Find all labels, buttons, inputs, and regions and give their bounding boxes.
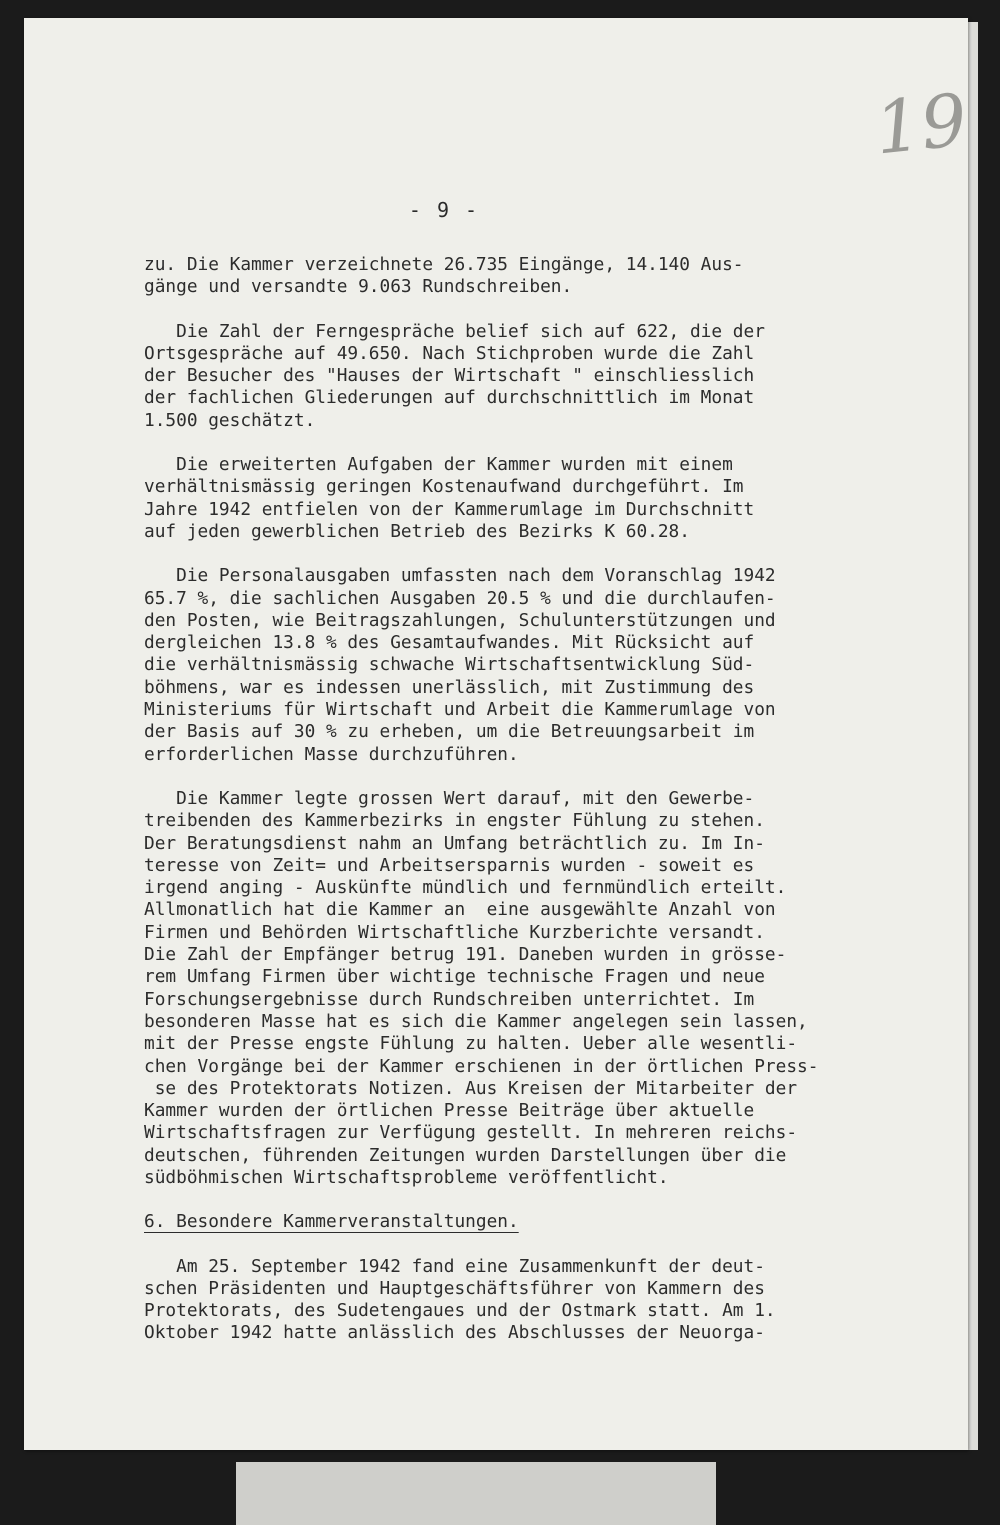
paragraph-2 — [144, 321, 924, 432]
text-line: den Posten, wie Beitragszahlungen, Schulunterstützungen und — [144, 609, 776, 631]
text-line: Oktober 1942 hatte anlässlich des Abschlusses der Neuorga- — [144, 1322, 765, 1344]
text-line: zu. Die Kammer verzeichnete 26.735 Eingänge, 14.140 Aus- — [144, 254, 744, 275]
text-line: gänge und versandte 9.063 Rundschreiben. — [144, 276, 573, 298]
text-line: die verhältnismässig schwache Wirtschaftsentwicklung Süd- — [144, 654, 755, 676]
paragraph-4 — [144, 565, 924, 766]
text-line: Protektorats, des Sudetengaues und der Ostmark statt. Am 1. — [144, 1300, 776, 1322]
text-line: der Besucher des "Hauses der Wirtschaft " einschliesslich — [144, 365, 755, 387]
text-line: verhältnismässig geringen Kostenaufwand durchgeführt. Im — [144, 476, 744, 498]
section-heading: 6. Besondere Kammerveranstaltungen. — [144, 1211, 519, 1233]
document-page — [24, 18, 971, 1450]
text-line: 65.7 %, die sachlichen Ausgaben 20.5 % und die durchlaufen- — [144, 587, 776, 609]
text-line: Die Zahl der Ferngespräche belief sich auf 622, die der — [144, 320, 765, 342]
text-line: rem Umfang Firmen über wichtige technische Fragen und neue — [144, 966, 765, 988]
text-line: böhmens, war es indessen unerlässlich, mit Zustimmung des — [144, 676, 755, 698]
text-line: deutschen, führenden Zeitungen wurden Darstellungen über die — [144, 1144, 787, 1166]
text-line: erforderlichen Masse durchzuführen. — [144, 743, 519, 765]
text-line: südböhmischen Wirtschaftsprobleme veröffentlicht. — [144, 1166, 669, 1188]
text-line: der fachlichen Gliederungen auf durchschnittlich im Monat — [144, 387, 755, 409]
text-line: Ministeriums für Wirtschaft und Arbeit die Kammerumlage von — [144, 699, 776, 721]
text-line: chen Vorgänge bei der Kammer erschienen in der örtlichen Press- — [144, 1055, 819, 1077]
text-line: irgend anging - Auskünfte mündlich und fernmündlich erteilt. — [144, 877, 787, 899]
text-line: Forschungsergebnisse durch Rundschreiben unterrichtet. Im — [144, 988, 755, 1010]
text-line: dergleichen 13.8 % des Gesamtaufwandes. Mit Rücksicht auf — [144, 632, 755, 654]
text-line: Jahre 1942 entfielen von der Kammerumlage im Durchschnitt — [144, 498, 755, 520]
text-line: Am 25. September 1942 fand eine Zusammenkunft der deut- — [144, 1255, 765, 1277]
text-line: auf jeden gewerblichen Betrieb des Bezirks K 60.28. — [144, 520, 690, 542]
text-line: Allmonatlich hat die Kammer an eine ausgewählte Anzahl von — [144, 899, 776, 921]
paragraph-1 — [144, 254, 924, 299]
paragraph-5 — [144, 788, 924, 1189]
text-line: Die Kammer legte grossen Wert darauf, mit den Gewerbe- — [144, 787, 755, 809]
text-line: Die Zahl der Empfänger betrug 191. Daneben wurden in grösse- — [144, 944, 787, 966]
text-line: Ortsgespräche auf 49.650. Nach Stichproben wurde die Zahl — [144, 342, 755, 364]
text-line: mit der Presse engste Fühlung zu halten. Ueber alle wesentli- — [144, 1033, 798, 1055]
text-line: Kammer wurden der örtlichen Presse Beiträge über aktuelle — [144, 1100, 755, 1122]
text-line: treibenden des Kammerbezirks in engster Fühlung zu stehen. — [144, 810, 765, 832]
text-line: Die Personalausgaben umfassten nach dem Voranschlag 1942 — [144, 565, 776, 587]
paragraph-3 — [144, 454, 924, 543]
text-line: Wirtschaftsfragen zur Verfügung gestellt. In mehreren reichs- — [144, 1122, 798, 1144]
paragraph-6 — [144, 1256, 924, 1345]
text-line: Firmen und Behörden Wirtschaftliche Kurzberichte versandt. — [144, 921, 765, 943]
text-line: Der Beratungsdienst nahm an Umfang beträchtlich zu. Im In- — [144, 832, 765, 854]
document-body — [144, 254, 924, 1367]
next-page-edge — [236, 1462, 716, 1525]
text-line: se des Protektorats Notizen. Aus Kreisen der Mitarbeiter der — [144, 1077, 798, 1099]
text-line: besonderen Masse hat es sich die Kammer angelegen sein lassen, — [144, 1010, 808, 1032]
text-line: teresse von Zeit= und Arbeitsersparnis wurden - soweit es — [144, 854, 755, 876]
text-line: Die erweiterten Aufgaben der Kammer wurden mit einem — [144, 454, 733, 476]
page-number: - 9 - — [408, 198, 480, 222]
text-line: der Basis auf 30 % zu erheben, um die Betreuungsarbeit im — [144, 721, 755, 743]
text-line: schen Präsidenten und Hauptgeschäftsführer von Kammern des — [144, 1277, 765, 1299]
text-line: 1.500 geschätzt. — [144, 409, 316, 431]
handwritten-folio-number: 19 — [870, 77, 971, 171]
